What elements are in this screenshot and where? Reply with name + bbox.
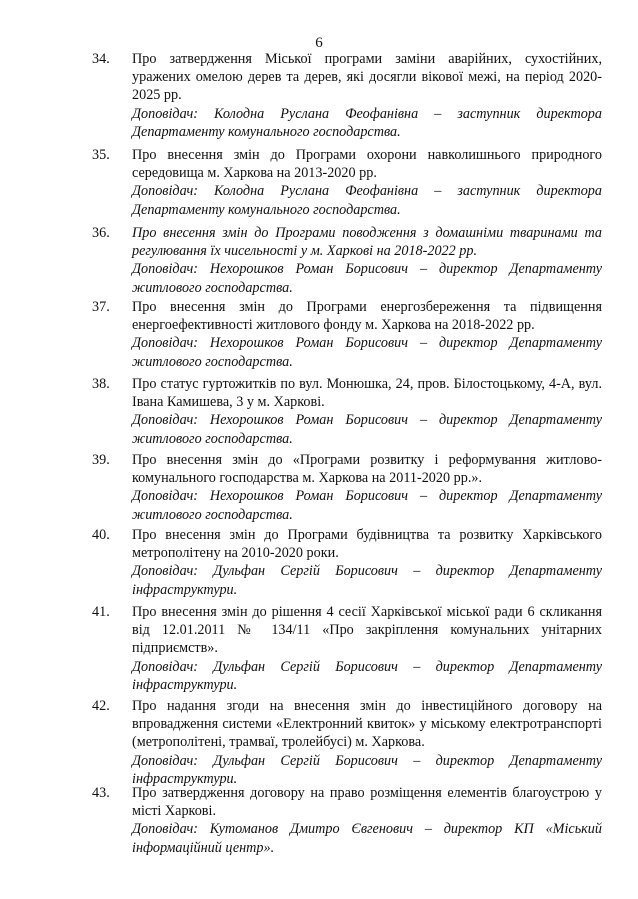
item-title: Про внесення змін до Програми поводження з домашніми тваринами та регулювання їх чисельності у м. Харкові на 2018-2022 рр. [132, 225, 602, 260]
agenda-item-37 [0, 298, 638, 371]
item-number: 40. [92, 527, 110, 543]
item-speaker: Доповідач: Дульфан Сергій Борисович – директор Департаменту інфраструктури. [132, 752, 602, 787]
item-speaker: Доповідач: Дульфан Сергій Борисович – директор Департаменту інфраструктури. [132, 658, 602, 693]
item-title: Про статус гуртожитків по вул. Монюшка, 24, пров. Білостоцькому, 4-А, вул. Івана Камишева, 3 у м. Харкові. [132, 376, 602, 411]
item-number: 38. [92, 376, 110, 392]
item-number: 36. [92, 225, 110, 241]
item-number: 41. [92, 604, 110, 620]
item-speaker: Доповідач: Нехорошков Роман Борисович – директор Департаменту житлового господарства. [132, 261, 602, 296]
item-title: Про внесення змін до Програми охорони навколишнього природного середовища м. Харкова на 2013-2020 рр. [132, 147, 602, 182]
item-title: Про внесення змін до рішення 4 сесії Харківської міської ради 6 скликання від 12.01.2011 № 134/11 «Про закріплення комунальних унітарних підприємств». [132, 604, 602, 657]
agenda-item-41 [0, 603, 638, 694]
item-number: 35. [92, 147, 110, 163]
item-title: Про внесення змін до Програми будівництва та розвитку Харківського метрополітену на 2010-2020 роки. [132, 527, 602, 562]
item-speaker: Доповідач: Колодна Руслана Феофанівна – заступник директора Департаменту комунального господарства. [132, 183, 602, 218]
item-speaker: Доповідач: Кутоманов Дмитро Євгенович – директор КП «Міський інформаційний центр». [132, 821, 602, 856]
item-title: Про затвердження договору на право розміщення елементів благоустрою у місті Харкові. [132, 785, 602, 820]
agenda-item-43 [0, 784, 638, 857]
item-speaker: Доповідач: Дульфан Сергій Борисович – директор Департаменту інфраструктури. [132, 563, 602, 598]
item-speaker: Доповідач: Нехорошков Роман Борисович – директор Департаменту житлового господарства. [132, 412, 602, 447]
agenda-item-36 [0, 224, 638, 297]
agenda-item-34 [0, 50, 638, 141]
agenda-item-35 [0, 146, 638, 219]
item-number: 34. [92, 51, 110, 67]
item-number: 43. [92, 785, 110, 801]
item-title: Про надання згоди на внесення змін до інвестиційного договору на впровадження системи «Електронний квиток» у міському електротранспорті (метрополітені, трамваї, тролейбусі) м. Харкова. [132, 698, 602, 751]
item-title: Про затвердження Міської програми заміни аварійних, сухостійних, уражених омелою дерев та дерев, які досягли вікової межі, на період 2020-2025 рр. [132, 51, 602, 104]
item-number: 37. [92, 299, 110, 315]
page-number: 6 [315, 35, 323, 51]
item-number: 42. [92, 698, 110, 714]
agenda-item-38 [0, 375, 638, 448]
item-title: Про внесення змін до «Програми розвитку і реформування житлово-комунального господарства м. Харкова на 2011-2020 рр.». [132, 452, 602, 487]
item-speaker: Доповідач: Нехорошков Роман Борисович – директор Департаменту житлового господарства. [132, 335, 602, 370]
item-speaker: Доповідач: Колодна Руслана Феофанівна – заступник директора Департаменту комунального господарства. [132, 105, 602, 140]
agenda-item-39 [0, 451, 638, 524]
item-speaker: Доповідач: Нехорошков Роман Борисович – директор Департаменту житлового господарства. [132, 488, 602, 523]
item-title: Про внесення змін до Програми енергозбереження та підвищення енергоефективності житлового фонду м. Харкова на 2018-2022 рр. [132, 299, 602, 334]
agenda-item-42 [0, 697, 638, 788]
agenda-item-40 [0, 526, 638, 599]
item-number: 39. [92, 452, 110, 468]
